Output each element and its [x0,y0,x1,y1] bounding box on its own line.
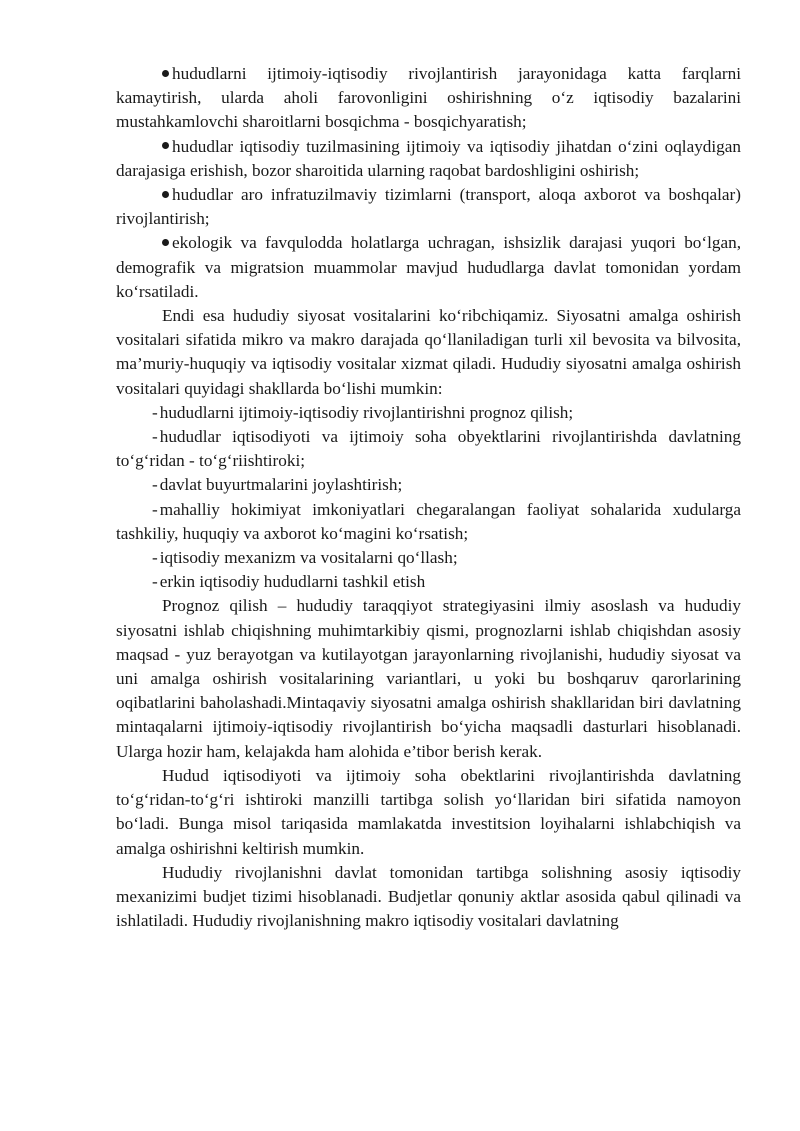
document-page [116,62,741,933]
bullet-item [116,183,741,231]
dash-marker: - [152,475,158,495]
dash-item-text: erkin iqtisodiy hududlarni tashkil etish [159,572,426,592]
bullet-item [116,231,741,304]
bullet-text: hududlarni ijtimoiy-iqtisodiy rivojlantirish jarayonidaga katta farqlarni kamaytirish, ularda aholi farovonligini oshirishning o‘z iqtisodiy bazalarini mustahkamlovchi sharoitlarni bosqichma - bosqichyaratish; [116,64,741,132]
dash-item-text: hududlar iqtisodiyoti va ijtimoiy soha obyektlarini rivojlantirishda davlatning to‘g‘ridan - to‘g‘riishtiroki; [116,427,741,471]
dash-item-text: davlat buyurtmalarini joylashtirish; [159,475,403,495]
body-paragraph: Hududiy rivojlanishni davlat tomonidan tartibga solishning asosiy iqtisodiy mexanizimi budjet tizimi hisoblanadi. Budjetlar qonuniy aktlar asosida qabul qilinadi va ishlatiladi. Hududiy rivojlanishning makro iqtisodiy vositalari davlatning [116,862,741,931]
bullet-text: hududlar iqtisodiy tuzilmasining ijtimoiy va iqtisodiy jihatdan o‘zini oqlaydigan darajasiga erishish, bozor sharoitida ularning raqobat bardoshligini oshirish; [116,136,741,180]
dash-marker: - [152,402,158,422]
body-paragraph: Hudud iqtisodiyoti va ijtimoiy soha obektlarini rivojlantirishda davlatning to‘g‘ridan-to‘g‘ri ishtiroki manzilli tartibga solish yo‘llaridan biri sifatida namoyon bo‘ladi. Bunga misol tariqasida mamlakatda investitsion loyihalarni ishlabchiqish va amalga oshirishni keltirish mumkin. [116,765,741,858]
bullet-item [116,62,741,135]
dash-marker: - [152,499,158,519]
bullet-dot-icon [162,142,169,149]
dash-marker: - [152,548,158,568]
bullet-text: ekologik va favqulodda holatlarga uchragan, ishsizlik darajasi yuqori bo‘lgan, demografik va migratsion muammolar mavjud hududlarga davlat tomonidan yordam ko‘rsatiladi. [116,233,741,301]
dash-list-item [116,546,741,570]
dash-list-item [116,425,741,473]
dash-list-item [116,401,741,425]
intro-paragraph: Endi esa hududiy siyosat vositalarini ko‘ribchiqamiz. Siyosatni amalga oshirish vositalari sifatida mikro va makro darajada qo‘llaniladigan turli xil bevosita va bilvosita, ma’muriy-huquqiy va iqtisodiy vositalar xizmat qiladi. Hududiy siyosatni amalga oshirish vositalari quyidagi shakllarda bo‘lishi mumkin: [116,306,741,398]
bullet-dot-icon [162,191,169,198]
dash-item-text: iqtisodiy mexanizm va vositalarni qo‘llash; [159,548,458,568]
dash-marker: - [152,572,158,592]
bullet-dot-icon [162,239,169,246]
bullet-dot-icon [162,70,169,77]
dash-marker: - [152,427,158,447]
dash-list-item [116,473,741,497]
dash-item-text: mahalliy hokimiyat imkoniyatlari chegaralangan faoliyat sohalarida xudularga tashkiliy, huquqiy va axborot ko‘magini ko‘rsatish; [116,499,741,543]
bullet-text: hududlar aro infratuzilmaviy tizimlarni (transport, aloqa axborot va boshqalar) rivojlantirish; [116,185,741,229]
dash-list-item [116,498,741,546]
dash-item-text: hududlarni ijtimoiy-iqtisodiy rivojlantirishni prognoz qilish; [159,402,574,422]
body-paragraph: Prognoz qilish – hududiy taraqqiyot strategiyasini ilmiy asoslash va hududiy siyosatni ishlab chiqishning muhimtarkibiy qismi, prognozlarni ishlab chiqishdan asosiy maqsad - yuz berayotgan va kutilayotgan jarayonlarning rivojlanishi, hududiy siyosat va uni amalga oshirish vositalarining variantlari, u yoki bu boshqaruv qarorlarining oqibatlarini baholashadi.Mintaqaviy siyosatni amalga oshirish shakllaridan biri davlatning mintaqalarni ijtimoiy-iqtisodiy rivojlantirish bo‘yicha maqsadli dasturlari hisoblanadi. Ularga hozir ham, kelajakda ham alohida e’tibor berish kerak. [116,596,741,761]
bullet-item [116,135,741,183]
dash-list-item [116,570,741,594]
